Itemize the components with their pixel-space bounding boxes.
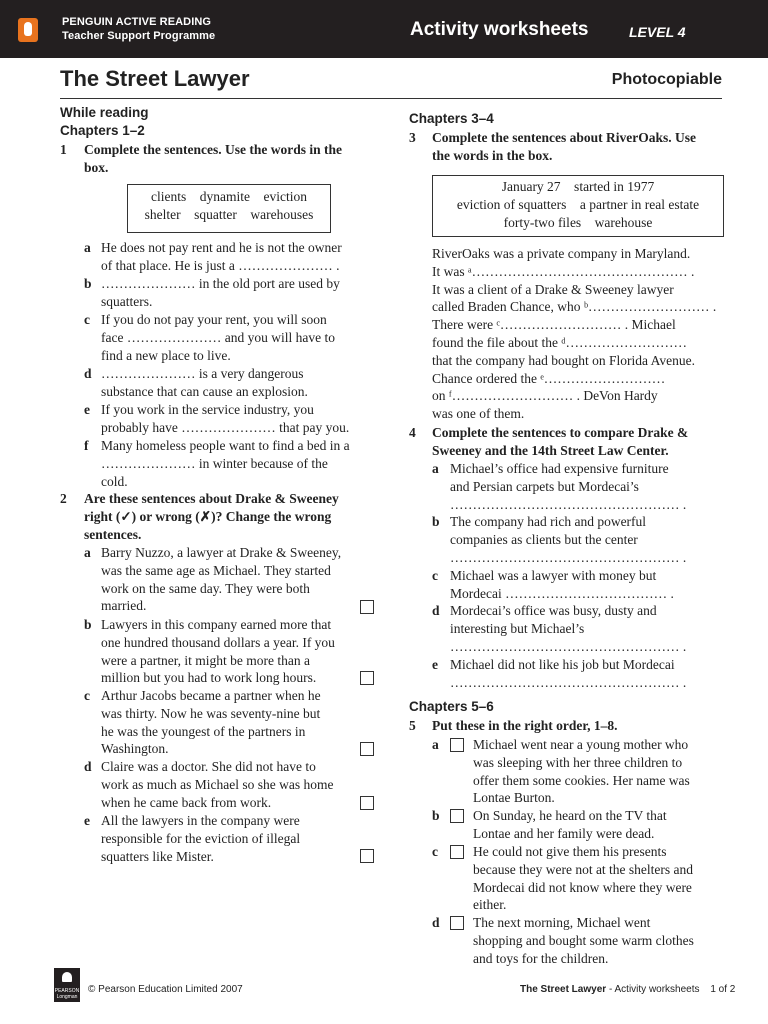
answer-checkbox[interactable] bbox=[360, 600, 374, 614]
item-letter: c bbox=[432, 568, 438, 583]
while-reading-heading: While reading bbox=[60, 105, 149, 120]
question-instruction: Complete the sentences about RiverOaks. Use the words in the box. bbox=[432, 130, 696, 163]
list-item: ………………… in the old port are used by squatters. bbox=[101, 276, 340, 309]
list-item: Many homeless people want to find a bed in a ………………… in winter because of the cold. bbox=[101, 438, 350, 489]
item-letter: b bbox=[84, 276, 92, 291]
word-box: January 27 started in 1977 eviction of squatters a partner in real estate forty-two files warehouse bbox=[432, 175, 724, 237]
item-letter: d bbox=[84, 759, 92, 774]
word-box: clients dynamite eviction shelter squatter warehouses bbox=[127, 184, 331, 233]
list-item: Michael was a lawyer with money but Mordecai ……………………………… . bbox=[450, 568, 674, 601]
chapters-heading: Chapters 5–6 bbox=[409, 699, 494, 714]
title-divider bbox=[60, 98, 722, 99]
list-item: Mordecai’s office was busy, dusty and interesting but Michael’s …………………………………………… . bbox=[450, 603, 687, 654]
page-title: The Street Lawyer bbox=[60, 66, 250, 91]
answer-checkbox[interactable] bbox=[360, 671, 374, 685]
item-letter: d bbox=[84, 366, 92, 381]
item-letter: a bbox=[432, 737, 439, 752]
question-instruction: Put these in the right order, 1–8. bbox=[432, 718, 618, 733]
question-number: 2 bbox=[60, 491, 67, 506]
item-letter: c bbox=[432, 844, 438, 859]
question-number: 4 bbox=[409, 425, 416, 440]
item-letter: c bbox=[84, 688, 90, 703]
chapters-heading: Chapters 3–4 bbox=[409, 111, 494, 126]
item-letter: c bbox=[84, 312, 90, 327]
penguin-logo-icon bbox=[18, 18, 38, 42]
order-checkbox[interactable] bbox=[450, 809, 464, 823]
list-item: If you work in the service industry, you probably have ………………… that pay you. bbox=[101, 402, 350, 435]
item-letter: b bbox=[432, 808, 440, 823]
order-checkbox[interactable] bbox=[450, 738, 464, 752]
list-item: He could not give them his presents because they were not at the shelters and Mordecai did not know where they were either. bbox=[473, 844, 694, 913]
item-letter: e bbox=[84, 402, 90, 417]
list-item: ………………… is a very dangerous substance that can cause an explosion. bbox=[101, 366, 308, 399]
question-number: 5 bbox=[409, 718, 416, 733]
riveroaks-paragraph: RiverOaks was a private company in Maryland. It was ᵃ………………………………………… . It was a client of a Drake & Sweeney lawyer called Braden Chance, who ᵇ……………………… . There were ᶜ……………………… . Michael found the file about the ᵈ……………………… that the company had bought on Florida Avenue. Chance ordered the ᵉ……………………… on ᶠ……………………… . DeVon Hardy was one of them. bbox=[432, 246, 717, 422]
item-letter: a bbox=[84, 240, 91, 255]
list-item: Arthur Jacobs became a partner when he was thirty. Now he was seventy-nine but he was the youngest of the partners in Washington. bbox=[101, 688, 321, 757]
header-bar bbox=[0, 0, 768, 58]
copyright: © Pearson Education Limited 2007 bbox=[88, 984, 243, 995]
section-title: Activity worksheets bbox=[410, 19, 589, 40]
item-letter: b bbox=[432, 514, 440, 529]
list-item: Lawyers in this company earned more that one hundred thousand dollars a year. If you were a partner, it might be more than a million but you had to work long hours. bbox=[101, 617, 335, 686]
question-number: 3 bbox=[409, 130, 416, 145]
list-item: Michael’s office had expensive furniture and Persian carpets but Mordecai’s …………………………………………… . bbox=[450, 461, 687, 512]
question-instruction: Complete the sentences to compare Drake & Sweeney and the 14th Street Law Center. bbox=[432, 425, 689, 458]
order-checkbox[interactable] bbox=[450, 845, 464, 859]
item-letter: d bbox=[432, 915, 440, 930]
chapters-heading: Chapters 1–2 bbox=[60, 123, 145, 138]
series-name: PENGUIN ACTIVE READING Teacher Support Programme bbox=[62, 16, 216, 42]
answer-checkbox[interactable] bbox=[360, 849, 374, 863]
list-item: Michael did not like his job but Mordecai …………………………………………… . bbox=[450, 657, 687, 690]
list-item: All the lawyers in the company were responsible for the eviction of illegal squatters like Mister. bbox=[101, 813, 301, 864]
item-letter: a bbox=[84, 545, 91, 560]
item-letter: e bbox=[84, 813, 90, 828]
list-item: If you do not pay your rent, you will soon face ………………… and you will have to find a new place to live. bbox=[101, 312, 335, 363]
question-instruction: Complete the sentences. Use the words in the box. bbox=[84, 142, 342, 175]
list-item: On Sunday, he heard on the TV that Lontae and her family were dead. bbox=[473, 808, 667, 841]
level-label: LEVEL 4 bbox=[629, 24, 686, 40]
photocopiable-label: Photocopiable bbox=[611, 71, 722, 88]
order-checkbox[interactable] bbox=[450, 916, 464, 930]
publisher-logo-text: PEARSON Longman bbox=[54, 988, 80, 1000]
item-letter: b bbox=[84, 617, 92, 632]
list-item: Barry Nuzzo, a lawyer at Drake & Sweeney, was the same age as Michael. They started work on the same day. They were both married. bbox=[101, 545, 342, 614]
item-letter: d bbox=[432, 603, 440, 618]
question-number: 1 bbox=[60, 142, 67, 157]
list-item: He does not pay rent and he is not the owner of that place. He is just a ………………… . bbox=[101, 240, 342, 273]
answer-checkbox[interactable] bbox=[360, 742, 374, 756]
footer-info: The Street Lawyer - Activity worksheets 1 of 2 bbox=[520, 984, 736, 995]
item-letter: a bbox=[432, 461, 439, 476]
item-letter: e bbox=[432, 657, 438, 672]
list-item: The next morning, Michael went shopping and bought some warm clothes and toys for the children. bbox=[473, 915, 694, 966]
item-letter: f bbox=[84, 438, 89, 453]
list-item: Michael went near a young mother who was sleeping with her three children to offer them some cookies. Her name was Lontae Burton. bbox=[473, 737, 690, 806]
answer-checkbox[interactable] bbox=[360, 796, 374, 810]
list-item: The company had rich and powerful companies as clients but the center …………………………………………… . bbox=[450, 514, 687, 565]
list-item: Claire was a doctor. She did not have to work as much as Michael so she was home when he came back from work. bbox=[101, 759, 334, 810]
question-instruction: Are these sentences about Drake & Sweeney right (✓) or wrong (✗)? Change the wrong sentences. bbox=[84, 491, 339, 542]
